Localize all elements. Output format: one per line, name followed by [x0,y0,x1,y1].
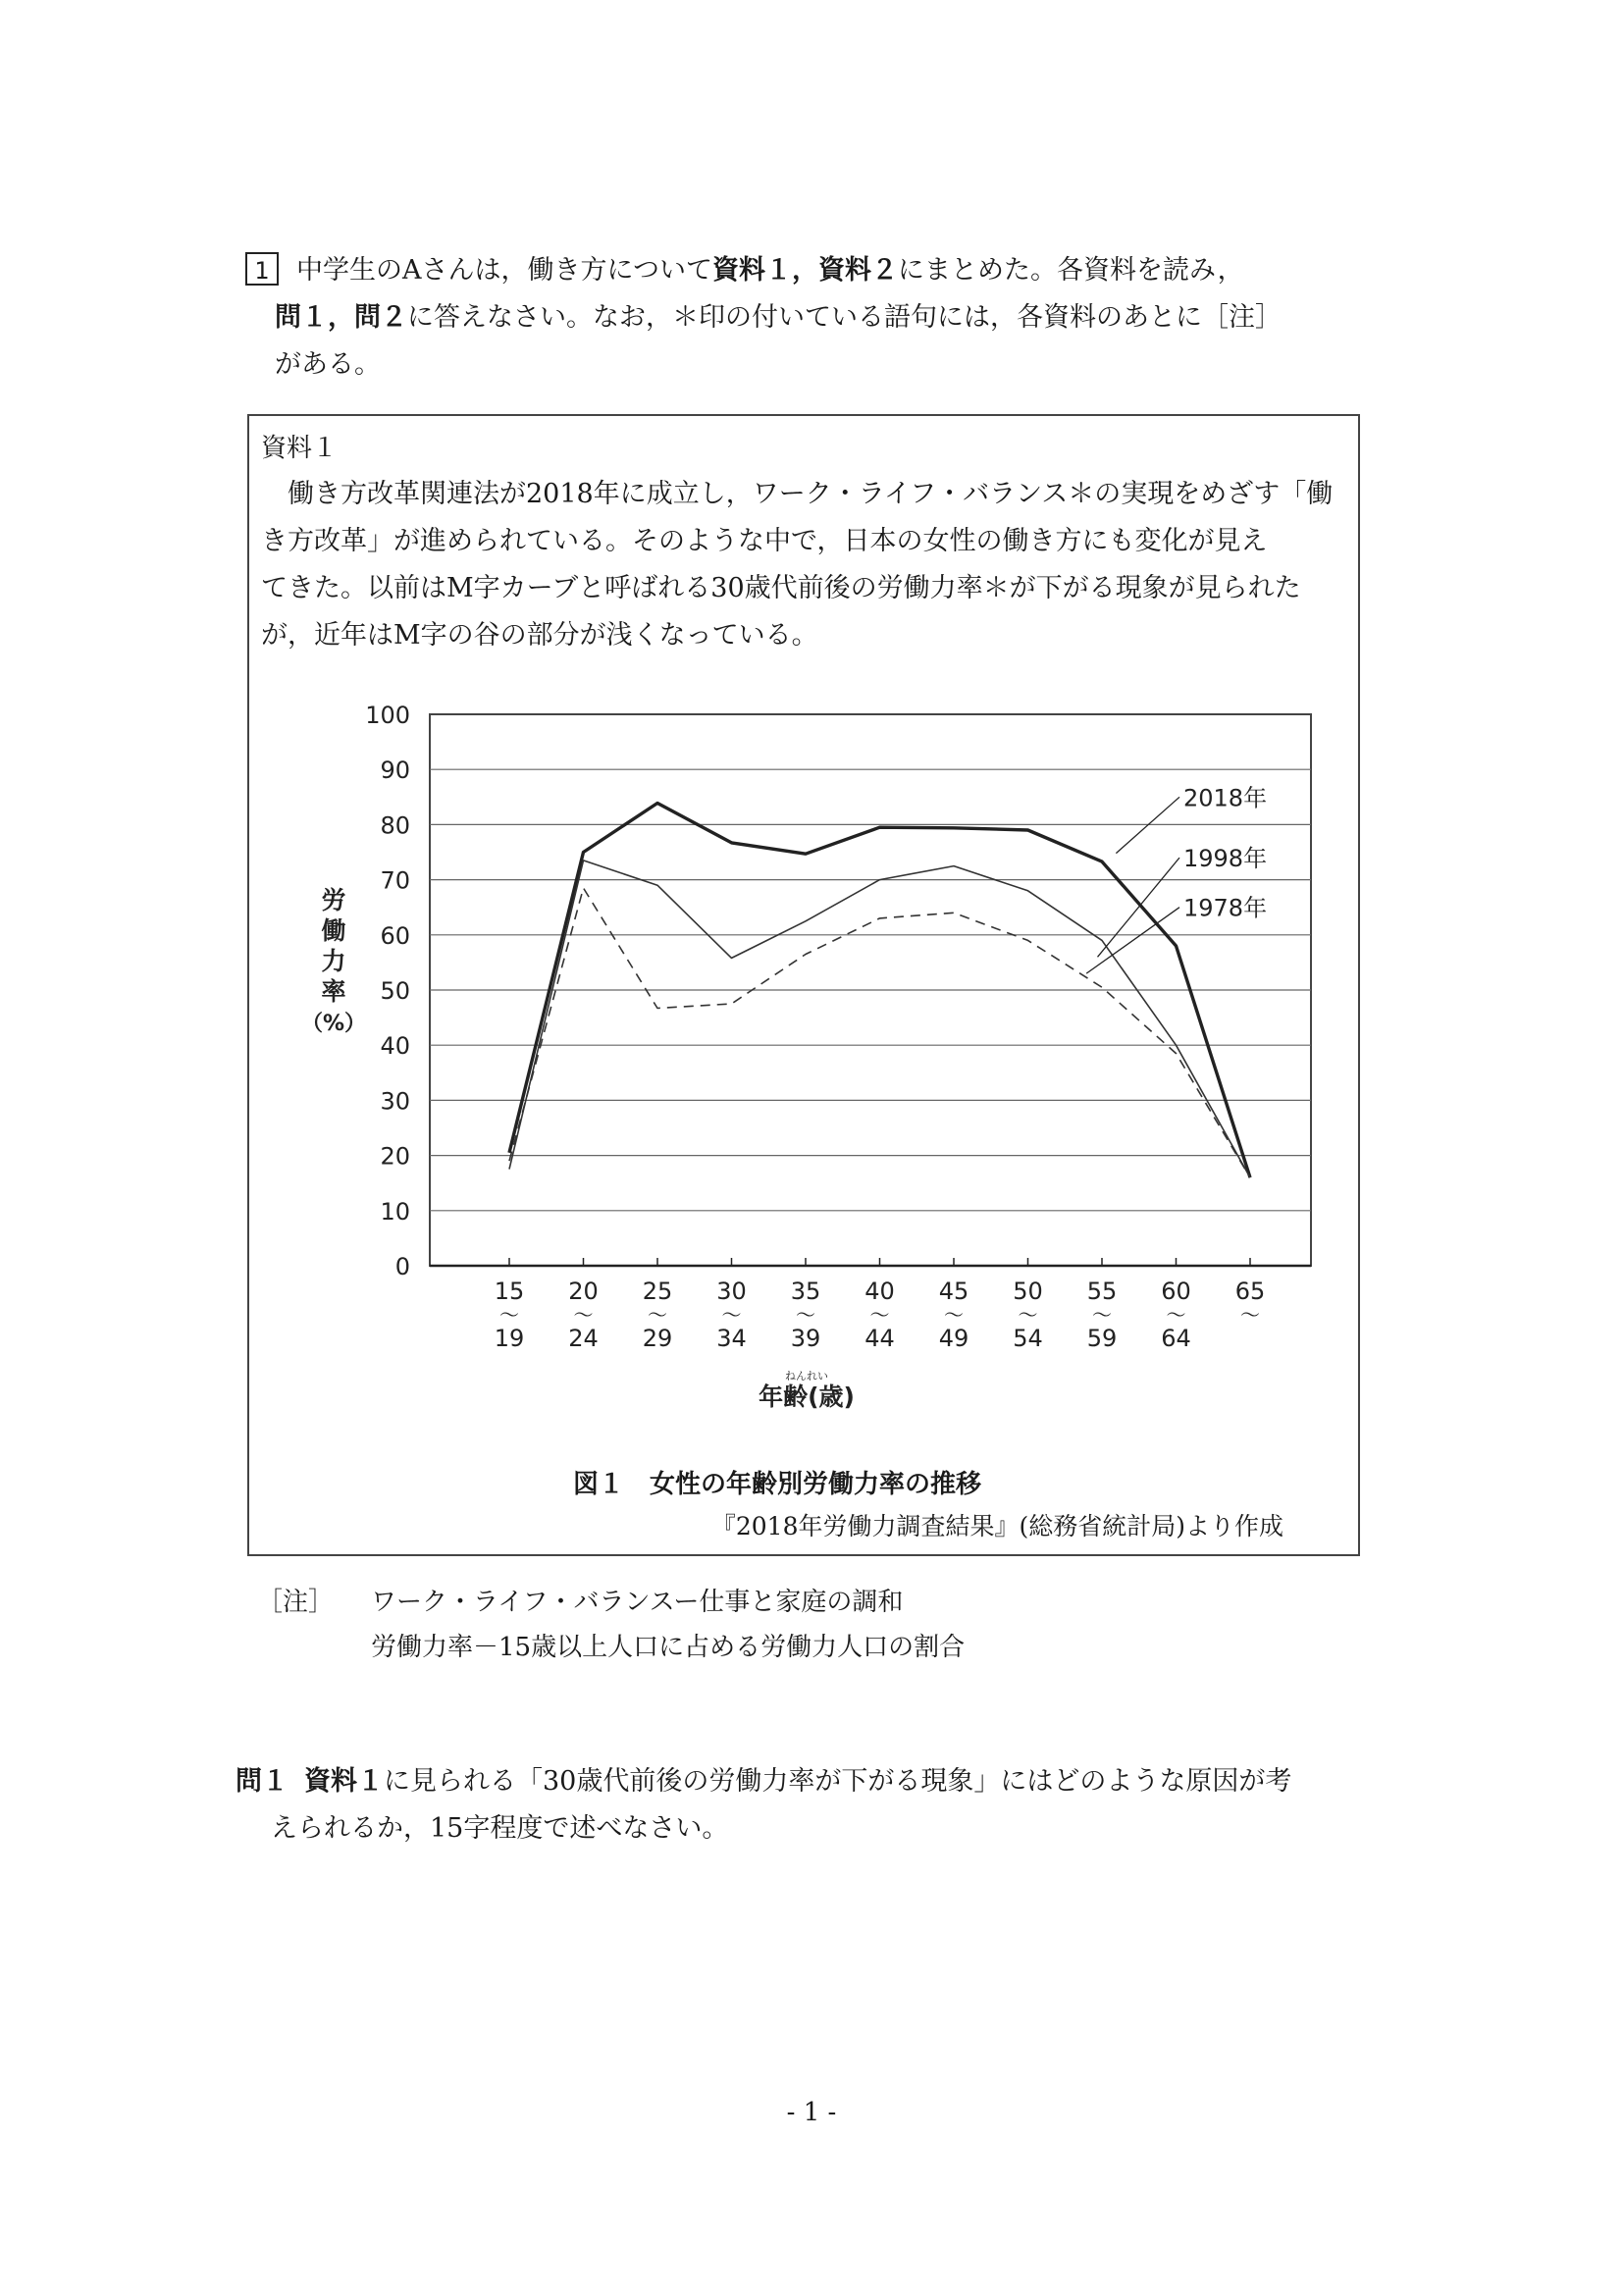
y-tick-label: 30 [380,1087,410,1116]
x-tick-label: 40 [864,1278,895,1305]
x-tick-label: 29 [642,1325,673,1352]
x-tick-range-mark: ～ [573,1303,594,1327]
material-1-line: 働き方改革関連法が2018年に成立し，ワーク・ライフ・バランス＊の実現をめざす「働 [288,479,1334,509]
notes [257,1580,965,1670]
x-tick-label: 45 [938,1278,969,1305]
x-tick-range-mark: ～ [869,1303,890,1327]
x-tick-label: 24 [568,1325,599,1352]
y-tick-label: 40 [380,1032,410,1061]
y-tick-label: 70 [380,866,410,895]
y-tick-label: 0 [394,1253,410,1280]
series-line-2 [509,888,1250,1177]
x-tick-label: 19 [494,1325,525,1352]
x-tick-label: 39 [790,1325,821,1352]
x-tick-label: 30 [716,1278,747,1305]
question-number-box: 1 [245,252,279,286]
x-tick-label: 65 [1234,1278,1266,1305]
y-axis-label: 働 [321,916,346,945]
x-tick-range-mark: ～ [1092,1303,1112,1327]
series-line-1 [509,861,1250,1177]
x-tick-label: 55 [1086,1278,1118,1305]
x-tick-label: 54 [1013,1325,1043,1352]
y-tick-label: 80 [380,811,410,840]
x-tick-label: 15 [494,1278,525,1305]
x-tick-label: 60 [1161,1278,1191,1305]
question-1-ref: 資料１ [304,1766,384,1797]
y-tick-label: 60 [380,921,410,950]
x-tick-label: 20 [568,1278,599,1305]
figure-source: 『2018年労働力調査結果』(総務省統計局)より作成 [710,1512,1283,1540]
x-axis-ruby: ねんれい [785,1370,828,1383]
x-tick-range-mark: ～ [499,1303,519,1327]
y-tick-label: 20 [380,1142,410,1171]
labor-force-chart [249,416,1358,1554]
intro-text-1c: にまとめた。各資料を読み， [897,255,1244,286]
x-tick-label: 25 [642,1278,673,1305]
x-tick-label: 64 [1161,1325,1191,1352]
y-axis-label: 力 [321,947,346,975]
y-axis-label: 労 [321,886,346,914]
note-1: ワーク・ライフ・バランスー仕事と家庭の調和 [371,1588,904,1617]
intro-text-1b: 資料１，資料２ [711,255,898,286]
x-tick-label: 34 [716,1325,747,1352]
y-tick-label: 100 [365,702,410,729]
series-label: 1978年 [1183,894,1268,922]
x-tick-range-mark: ～ [796,1303,815,1327]
x-tick-range-mark: ～ [1240,1303,1260,1327]
x-tick-range-mark: ～ [1018,1303,1038,1327]
x-tick-label: 49 [938,1325,969,1352]
x-tick-range-mark: ～ [721,1303,742,1327]
y-tick-label: 10 [380,1197,410,1226]
note-2: 労働力率－15歳以上人口に占める労働力人口の割合 [371,1633,966,1662]
x-tick-range-mark: ～ [648,1303,667,1327]
intro-text-2a: 問１，問２ [275,302,407,333]
figure-caption: 図１ 女性の年齢別労働力率の推移 [573,1470,982,1499]
question-1-text: に見られる「30歳代前後の労働力率が下がる現象」にはどのような原因が考 [384,1766,1292,1797]
x-tick-label: 50 [1013,1278,1043,1305]
x-tick-label: 59 [1086,1325,1118,1352]
intro-text-1a: 中学生のAさんは，働き方について [296,255,712,286]
intro-text-2b: に答えなさい。なお，＊印の付いている語句には，各資料のあとに［注］ [407,302,1282,333]
x-axis-label: 年齢(歳) [759,1383,855,1411]
y-tick-label: 50 [380,977,410,1005]
question-1-label: 問１ [236,1766,288,1797]
x-tick-label: 44 [864,1325,895,1352]
material-1-line: てきた。以前はM字カーブと呼ばれる30歳代前後の労働力率＊が下がる現象が見られた [261,573,1301,603]
y-tick-label: 90 [380,757,410,785]
y-axis-label: 率 [321,977,346,1006]
series-leader-line [1086,908,1179,973]
material-1-line: が，近年はM字の谷の部分が浅くなっている。 [261,620,818,651]
x-tick-range-mark: ～ [944,1303,964,1327]
intro-text-3: がある。 [275,349,381,380]
series-label: 1998年 [1183,845,1268,873]
question-1 [236,1758,1364,1852]
x-tick-range-mark: ～ [1166,1303,1186,1327]
material-1-title: 資料１ [261,434,339,463]
material-1-line: き方改革」が進められている。そのような中で，日本の女性の働き方にも変化が見え [261,526,1268,556]
series-label: 2018年 [1183,784,1268,812]
x-tick-label: 35 [790,1278,821,1305]
y-axis-label: （%） [300,1012,367,1036]
material-1-box [247,414,1360,1556]
notes-label: ［注］ [257,1588,335,1617]
question-intro [245,247,1354,389]
question-1-text-2: えられるか，15字程度で述べなさい。 [271,1813,729,1844]
page-number: - 1 - [786,2098,837,2127]
